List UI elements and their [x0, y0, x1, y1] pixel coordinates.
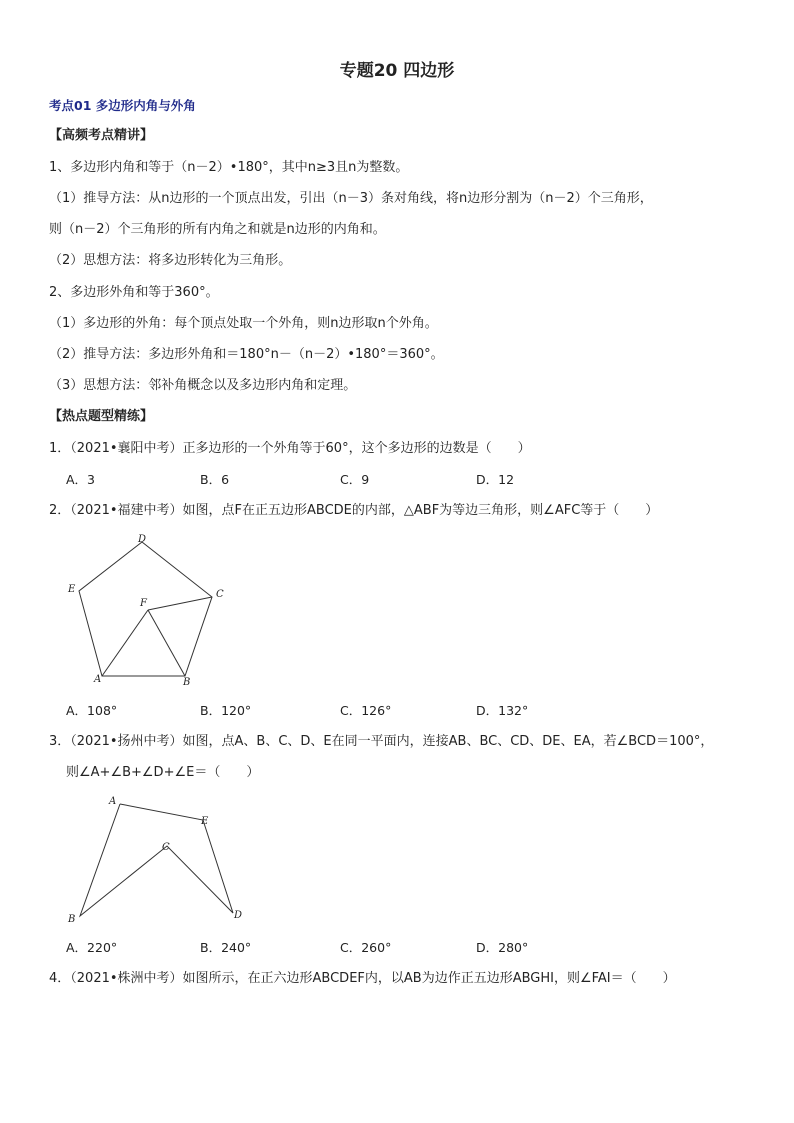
label-c: C — [162, 842, 170, 853]
question-2-option-c: C．126° — [340, 703, 392, 718]
theory-line: 1、多边形内角和等于（n－2）•180°，其中n≥3且n为整数。 — [49, 160, 409, 175]
question-3-stem-line2: 则∠A+∠B+∠D+∠E＝（ ） — [66, 765, 260, 780]
question-1-option-c: C．9 — [340, 472, 370, 487]
theory-line: 2、多边形外角和等于360°。 — [49, 285, 219, 300]
theory-line: （3）思想方法：邻补角概念以及多边形内角和定理。 — [49, 378, 357, 393]
question-3-option-a: A．220° — [66, 940, 118, 955]
theory-line: （2）思想方法：将多边形转化为三角形。 — [49, 253, 292, 268]
label-e: E — [68, 584, 76, 595]
label-b: B — [68, 914, 76, 925]
theory-line: （1）多边形的外角：每个顶点处取一个外角，则n边形取n个外角。 — [49, 316, 438, 331]
section-heading-practice: 【热点题型精练】 — [49, 409, 154, 424]
label-b: B — [183, 677, 191, 688]
theory-line: 则（n－2）个三角形的所有内角之和就是n边形的内角和。 — [49, 222, 386, 237]
label-f: F — [140, 598, 147, 609]
question-1-option-d: D．12 — [476, 472, 515, 487]
theory-line: （1）推导方法：从n边形的一个顶点出发，引出（n－3）条对角线，将n边形分割为（n－2）个三角形， — [49, 191, 653, 206]
kaodian-heading: 考点01 多边形内角与外角 — [49, 98, 196, 113]
question-3-option-d: D．280° — [476, 940, 529, 955]
theory-line: （2）推导方法：多边形外角和＝180°n－（n－2）•180°＝360°。 — [49, 347, 444, 362]
question-2-option-b: B．120° — [200, 703, 252, 718]
question-3-option-c: C．260° — [340, 940, 392, 955]
label-a: A — [109, 796, 117, 807]
page-title: 专题20 四边形 — [339, 61, 455, 81]
label-d: D — [138, 534, 147, 545]
label-e: E — [201, 816, 209, 827]
question-2-option-d: D．132° — [476, 703, 529, 718]
section-heading-theory: 【高频考点精讲】 — [49, 128, 154, 143]
question-2-stem: 2．（2021•福建中考）如图，点F在正五边形ABCDE的内部，△ABF为等边三角形，则∠AFC等于（ ） — [49, 503, 659, 518]
question-3-option-b: B．240° — [200, 940, 252, 955]
question-2-option-a: A．108° — [66, 703, 118, 718]
label-d: D — [234, 910, 243, 921]
question-3-stem-line1: 3．（2021•扬州中考）如图，点A、B、C、D、E在同一平面内，连接AB、BC、CD、DE、EA，若∠BCD＝100°， — [49, 734, 714, 749]
label-a: A — [94, 674, 102, 685]
label-c: C — [216, 589, 224, 600]
question-4-stem: 4．（2021•株洲中考）如图所示，在正六边形ABCDEF内，以AB为边作正五边形ABGHI，则∠FAI＝（ ） — [49, 971, 676, 986]
question-1-option-b: B．6 — [200, 472, 230, 487]
question-1-stem: 1．（2021•襄阳中考）正多边形的一个外角等于60°，这个多边形的边数是（ ） — [49, 441, 531, 456]
pentagon-figure — [60, 530, 240, 690]
quadrilateral-figure — [60, 792, 260, 932]
question-1-option-a: A．3 — [66, 472, 96, 487]
